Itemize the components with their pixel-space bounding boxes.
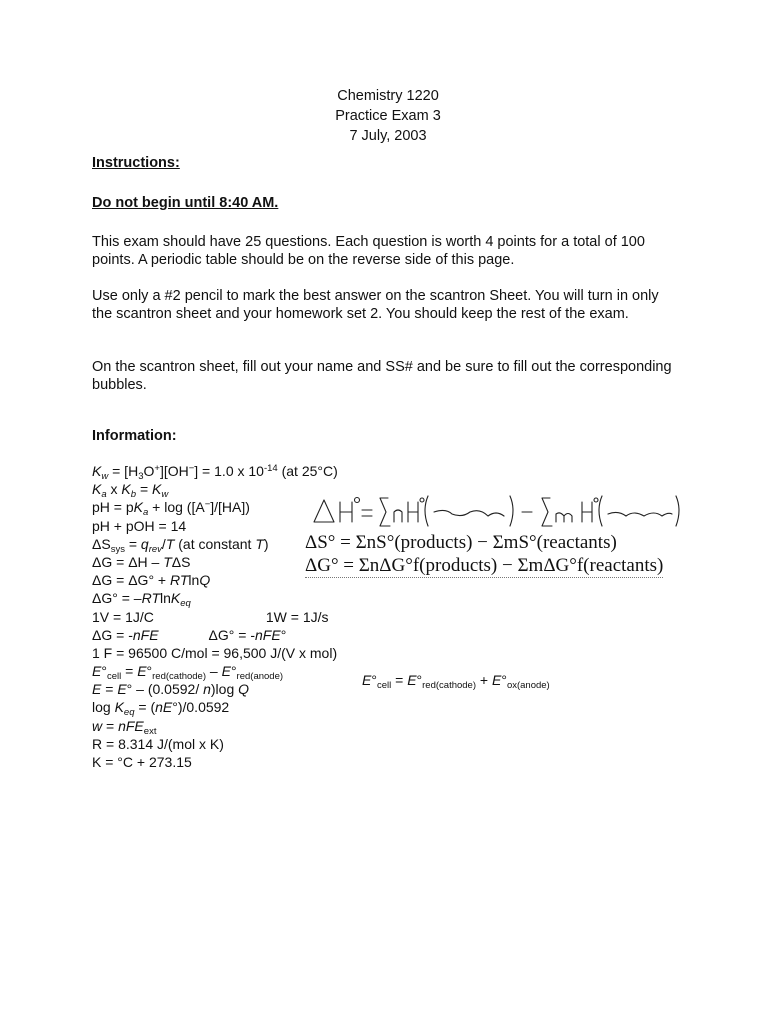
formula-kelvin: K = °C + 273.15 — [92, 754, 192, 770]
information-heading: Information: — [92, 428, 177, 444]
instructions-paragraph-1: This exam should have 25 questions. Each question is worth 4 points for a total of 100 points. A periodic table should be on the reverse side of this page. — [92, 234, 645, 268]
kw-exponent: -14 — [263, 463, 278, 474]
ph-poh-value: 14 — [170, 517, 187, 534]
nernst-constant: 0.0592 — [152, 681, 196, 698]
handwritten-enthalpy-equation — [310, 494, 682, 528]
formula-units — [92, 608, 392, 626]
watt-definition: 1W = 1J/s — [265, 608, 329, 625]
instructions-paragraph-2: Use only a #2 pencil to mark the best answer on the scantron Sheet. You will turn in only the scantron sheet and your homework set 2. You should keep the rest of the exam. — [92, 288, 659, 322]
formula-henderson: pH = $pK_a + \log ([A^-]/[HA])$ — [92, 499, 250, 519]
formula-ecell-oxidation: $E^\circ_{cell} = E^\circ_{red(cathode)} + E^\circ_{ox(anode)}$ — [362, 672, 550, 691]
formula-nernst: E = E° – (0.0592/ n)log Q — [92, 681, 250, 698]
formula-gibbs-q: ΔG = ΔG° + RTlnQ — [92, 572, 211, 589]
formula-faraday: 1 F = 96500 C/mol = 96,500 J/(V x mol) — [92, 644, 338, 661]
formula-ka-kb: $K_a$ x $K_b = K_w$ — [92, 481, 169, 501]
entropy-equation: ΔS° = ΣnS°(products) − ΣmS°(reactants) — [305, 532, 617, 553]
formula-log-keq: $\log K_{eq} = (nE^\circ)/0.0592$ — [92, 699, 230, 719]
thermo-equations — [305, 531, 663, 578]
formula-kw: $K_w = [H_3O^+][OH^-] = 1.0$ x $10^{-14}$ (at 25°C) — [92, 463, 338, 482]
instructions-paragraph-3: On the scantron sheet, fill out your name and SS# and be sure to fill out the corresponding bubbles. — [92, 359, 672, 393]
gibbs-equation: ΔG° = ΣnΔG°f(products) − ΣmΔG°f(reactants) — [305, 555, 664, 576]
start-time-notice: Do not begin until 8:40 AM. — [92, 195, 279, 211]
formula-ecell: $E^\circ_{cell} = E^\circ_{red(cathode)} - E^\circ_{red(anode)}$ — [92, 663, 284, 683]
handwritten-equation-text: ΔH° = Σn H°(products) − Σm H°(reactants) — [310, 494, 329, 495]
formula-work: w = nFE$_{ext}$ — [92, 717, 157, 737]
formula-gibbs-nfe: ΔG = -nFE ΔG° = -nFE° — [92, 626, 287, 643]
exam-header — [0, 86, 768, 146]
formula-entropy-sys: $\Delta S_{sys} = q_{rev}/T$ (at constant T) — [92, 535, 269, 555]
formula-gibbs-keq: ΔG° = –RTlnK$_{eq}$ — [92, 590, 191, 610]
exam-date: 7 July, 2003 — [349, 128, 427, 144]
course-title: Chemistry 1220 — [337, 88, 439, 104]
instructions-heading: Instructions: — [92, 155, 180, 171]
formula-gibbs-def: ΔG = ΔH – TΔS — [92, 553, 191, 570]
formula-ph-poh: pH + pOH = 14 — [92, 517, 187, 534]
exam-title: Practice Exam 3 — [335, 108, 441, 124]
volt-definition: 1V = 1J/C — [92, 608, 154, 625]
kw-temperature: (at 25°C) — [281, 463, 338, 479]
formula-gas-constant: R = 8.314 J/(mol x K) — [92, 735, 224, 752]
kw-value: 1.0 x 10 — [214, 463, 264, 479]
